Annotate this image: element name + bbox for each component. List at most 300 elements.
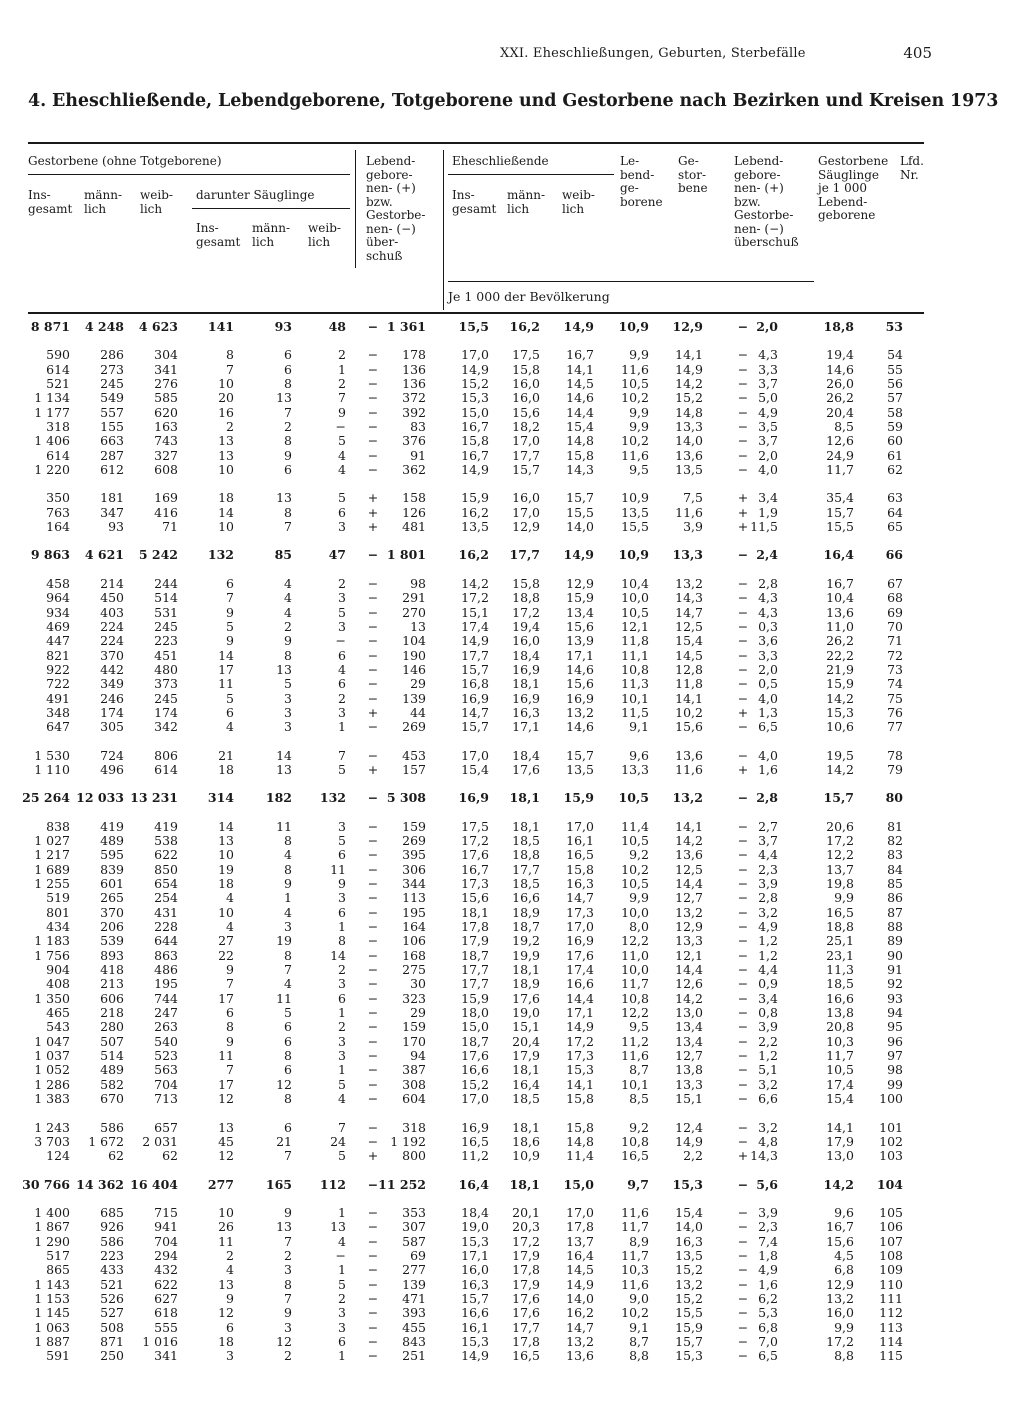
balance-value: 139	[402, 690, 426, 706]
saeuglinge-weiblich: 4	[338, 661, 346, 677]
balance-rate-value: 0,5	[758, 676, 778, 692]
header-gestorbene-group: Gestorbene (ohne Totgeborene)	[28, 154, 222, 168]
balance-rate-value: 2,8	[758, 575, 778, 591]
header-darunter-saeuglinge: darunter Säuglinge	[196, 188, 315, 202]
infant-mortality-rate: 11,7	[826, 462, 854, 478]
row-number: 107	[879, 1233, 903, 1249]
saeuglinge-insgesamt: 11	[218, 1233, 234, 1249]
gestorbene-maennlich: 418	[100, 962, 124, 978]
eheschliessende-maennlich: 18,4	[512, 747, 540, 763]
saeuglinge-weiblich: −	[335, 419, 346, 435]
balance-sign: −	[367, 633, 379, 649]
gestorbene-weiblich: 1 016	[142, 1333, 178, 1349]
balance-sign: −	[367, 1091, 379, 1107]
table-row	[28, 1063, 928, 1077]
balance-sign: −	[367, 1133, 379, 1149]
eheschliessende-insgesamt: 17,7	[461, 976, 489, 992]
saeuglinge-insgesamt: 6	[226, 704, 234, 720]
infant-mortality-rate: 11,3	[826, 962, 854, 978]
balance-rate-value: 2,3	[758, 861, 778, 877]
gestorbene-maennlich: 62	[108, 1148, 124, 1164]
saeuglinge-maennlich: 6	[284, 462, 292, 478]
eheschliessende-insgesamt: 15,7	[461, 661, 489, 677]
infant-mortality-rate: 16,0	[826, 1305, 854, 1321]
lebendgeborene-rate: 9,1	[629, 719, 649, 735]
saeuglinge-weiblich: 3	[338, 1319, 346, 1335]
gestorbene-rate: 11,6	[675, 504, 703, 520]
eheschliessende-weiblich: 17,3	[566, 1048, 594, 1064]
lebendgeborene-rate: 10,8	[621, 661, 649, 677]
saeuglinge-weiblich: 3	[338, 1033, 346, 1049]
saeuglinge-maennlich: 11	[276, 818, 292, 834]
gestorbene-maennlich: 489	[100, 1062, 124, 1078]
gestorbene-insgesamt: 458	[46, 575, 70, 591]
saeuglinge-weiblich: 2	[338, 1290, 346, 1306]
gestorbene-weiblich: 563	[154, 1062, 178, 1078]
gestorbene-insgesamt: 1 153	[34, 1290, 70, 1306]
gestorbene-rate: 12,5	[675, 618, 703, 634]
balance-rate-value: 1,2	[758, 933, 778, 949]
balance-value: 5 308	[386, 790, 426, 806]
saeuglinge-weiblich: 9	[338, 404, 346, 420]
gestorbene-rate: 12,1	[675, 947, 703, 963]
saeuglinge-maennlich: 4	[284, 575, 292, 591]
saeuglinge-weiblich: 2	[338, 575, 346, 591]
header-s-maennlich: männ- lich	[252, 221, 291, 249]
gestorbene-maennlich: 347	[100, 504, 124, 520]
balance-sign: −	[367, 818, 379, 834]
table-row	[28, 1321, 928, 1335]
gestorbene-maennlich: 224	[100, 618, 124, 634]
row-number: 67	[887, 575, 903, 591]
row-number: 86	[887, 890, 903, 906]
infant-mortality-rate: 10,3	[826, 1033, 854, 1049]
balance-rate-value: 3,2	[758, 1076, 778, 1092]
gestorbene-rate: 12,9	[672, 319, 703, 334]
balance-sign: −	[367, 404, 379, 420]
balance-value: 1 801	[386, 547, 426, 563]
row-number: 83	[887, 847, 903, 863]
eheschliessende-maennlich: 16,0	[512, 390, 540, 406]
saeuglinge-maennlich: 6	[284, 1033, 292, 1049]
lebendgeborene-rate: 11,7	[621, 976, 649, 992]
gestorbene-insgesamt: 1 063	[34, 1319, 70, 1335]
saeuglinge-weiblich: 6	[338, 904, 346, 920]
gestorbene-insgesamt: 521	[46, 376, 70, 392]
eheschliessende-maennlich: 17,6	[512, 1290, 540, 1306]
saeuglinge-insgesamt: 18	[218, 1333, 234, 1349]
infant-mortality-rate: 12,9	[826, 1276, 854, 1292]
gestorbene-weiblich: 174	[154, 704, 178, 720]
gestorbene-maennlich: 181	[100, 490, 124, 506]
row-number: 78	[887, 747, 903, 763]
eheschliessende-insgesamt: 18,0	[461, 1005, 489, 1021]
saeuglinge-maennlich: 8	[284, 433, 292, 449]
table-row	[28, 934, 928, 948]
eheschliessende-maennlich: 16,9	[512, 661, 540, 677]
row-number: 54	[887, 347, 903, 363]
eheschliessende-insgesamt: 16,9	[461, 690, 489, 706]
row-number: 66	[885, 547, 903, 563]
gestorbene-insgesamt: 9 863	[30, 547, 70, 563]
lebendgeborene-rate: 10,8	[621, 990, 649, 1006]
infant-mortality-rate: 16,4	[823, 547, 854, 563]
table-row	[28, 1049, 928, 1063]
balance-sign: −	[367, 1290, 379, 1306]
saeuglinge-maennlich: 4	[284, 976, 292, 992]
gestorbene-maennlich: 601	[100, 876, 124, 891]
eheschliessende-weiblich: 15,8	[566, 1119, 594, 1135]
gestorbene-rate: 13,3	[675, 419, 703, 435]
eheschliessende-insgesamt: 14,9	[461, 1348, 489, 1364]
balance-rate-sign: −	[737, 690, 749, 706]
saeuglinge-weiblich: 5	[338, 761, 346, 777]
saeuglinge-insgesamt: 26	[218, 1219, 234, 1235]
eheschliessende-maennlich: 19,4	[512, 618, 540, 634]
infant-mortality-rate: 25,1	[826, 933, 854, 949]
table-row	[28, 406, 928, 420]
balance-sign: −	[367, 676, 379, 692]
saeuglinge-maennlich: 21	[276, 1133, 292, 1149]
lebendgeborene-rate: 11,4	[621, 818, 649, 834]
saeuglinge-maennlich: 8	[284, 861, 292, 877]
row-number: 56	[887, 376, 903, 392]
balance-value: 291	[402, 590, 426, 606]
eheschliessende-insgesamt: 15,8	[461, 433, 489, 449]
balance-sign: −	[367, 861, 379, 877]
saeuglinge-insgesamt: 18	[218, 876, 234, 891]
balance-rate-sign: −	[737, 1176, 749, 1192]
saeuglinge-weiblich: 5	[338, 1076, 346, 1092]
gestorbene-rate: 15,6	[675, 719, 703, 735]
row-number: 89	[887, 933, 903, 949]
gestorbene-weiblich: 806	[154, 747, 178, 763]
saeuglinge-insgesamt: 4	[226, 719, 234, 735]
gestorbene-weiblich: 341	[154, 361, 178, 377]
table-row	[28, 891, 928, 905]
balance-rate-sign: −	[737, 1048, 749, 1064]
saeuglinge-insgesamt: 10	[218, 847, 234, 863]
saeuglinge-insgesamt: 13	[218, 447, 234, 463]
gestorbene-weiblich: 555	[154, 1319, 178, 1335]
gestorbene-maennlich: 606	[100, 990, 124, 1006]
row-number: 101	[879, 1119, 903, 1135]
gestorbene-insgesamt: 519	[46, 890, 70, 906]
balance-rate-value: 3,2	[758, 1119, 778, 1135]
eheschliessende-insgesamt: 16,3	[461, 1276, 489, 1292]
table-row	[28, 420, 928, 434]
saeuglinge-insgesamt: 17	[218, 990, 234, 1006]
balance-value: 159	[402, 1019, 426, 1035]
infant-mortality-rate: 12,6	[826, 433, 854, 449]
gestorbene-weiblich: 327	[154, 447, 178, 463]
balance-sign: −	[367, 1305, 379, 1321]
gestorbene-rate: 15,9	[675, 1319, 703, 1335]
gestorbene-insgesamt: 465	[46, 1005, 70, 1021]
gestorbene-rate: 13,6	[675, 747, 703, 763]
balance-rate-sign: −	[737, 976, 749, 992]
balance-value: 481	[402, 519, 426, 535]
table-row	[28, 677, 928, 691]
balance-rate-value: 6,2	[758, 1290, 778, 1306]
eheschliessende-maennlich: 18,5	[512, 876, 540, 891]
eheschliessende-weiblich: 13,5	[566, 761, 594, 777]
row-number: 90	[887, 947, 903, 963]
gestorbene-maennlich: 433	[100, 1262, 124, 1278]
lebendgeborene-rate: 10,5	[621, 376, 649, 392]
gestorbene-maennlich: 280	[100, 1019, 124, 1035]
saeuglinge-maennlich: 5	[284, 1005, 292, 1021]
row-number: 62	[887, 462, 903, 478]
lebendgeborene-rate: 10,3	[621, 1262, 649, 1278]
gestorbene-maennlich: 839	[100, 861, 124, 877]
eheschliessende-weiblich: 14,1	[566, 1076, 594, 1092]
balance-rate-sign: −	[737, 1262, 749, 1278]
row-number: 91	[887, 962, 903, 978]
lebendgeborene-rate: 8,7	[629, 1333, 649, 1349]
balance-sign: −	[367, 419, 379, 435]
balance-rate-sign: −	[737, 818, 749, 834]
row-number: 81	[887, 818, 903, 834]
gestorbene-rate: 15,2	[675, 390, 703, 406]
header-gestorbene-rule	[28, 174, 350, 175]
gestorbene-maennlich: 871	[100, 1333, 124, 1349]
balance-rate-sign: −	[737, 832, 749, 848]
saeuglinge-insgesamt: 6	[226, 575, 234, 591]
saeuglinge-maennlich: 8	[284, 1276, 292, 1292]
eheschliessende-maennlich: 15,8	[512, 575, 540, 591]
gestorbene-insgesamt: 1 047	[34, 1033, 70, 1049]
header-gestorbene: Ge- stor- bene	[678, 154, 708, 195]
balance-rate-value: 4,9	[758, 919, 778, 935]
gestorbene-weiblich: 531	[154, 604, 178, 620]
balance-value: 195	[402, 904, 426, 920]
saeuglinge-maennlich: 3	[284, 1319, 292, 1335]
eheschliessende-weiblich: 16,7	[566, 347, 594, 363]
infant-mortality-rate: 16,6	[826, 990, 854, 1006]
balance-rate-sign: +	[737, 761, 749, 777]
eheschliessende-weiblich: 14,1	[566, 361, 594, 377]
saeuglinge-insgesamt: 9	[226, 633, 234, 649]
balance-value: 372	[402, 390, 426, 406]
saeuglinge-maennlich: 7	[284, 962, 292, 978]
balance-rate-value: 1,9	[758, 504, 778, 520]
eheschliessende-maennlich: 17,6	[512, 761, 540, 777]
balance-rate-sign: −	[737, 376, 749, 392]
gestorbene-rate: 13,5	[675, 462, 703, 478]
saeuglinge-maennlich: 4	[284, 847, 292, 863]
header-s-insgesamt: Ins- gesamt	[196, 221, 241, 249]
gestorbene-rate: 2,2	[683, 1148, 703, 1164]
saeuglinge-maennlich: 9	[284, 633, 292, 649]
infant-mortality-rate: 14,2	[826, 690, 854, 706]
infant-mortality-rate: 13,7	[826, 861, 854, 877]
balance-sign: −	[367, 933, 379, 949]
gestorbene-weiblich: 4 623	[138, 319, 178, 334]
lebendgeborene-rate: 10,2	[621, 861, 649, 877]
gestorbene-rate: 12,7	[675, 890, 703, 906]
gestorbene-maennlich: 349	[100, 676, 124, 692]
saeuglinge-insgesamt: 5	[226, 690, 234, 706]
eheschliessende-insgesamt: 16,8	[461, 676, 489, 692]
row-number: 115	[879, 1348, 903, 1364]
balance-rate-value: 2,8	[756, 790, 778, 806]
eheschliessende-insgesamt: 15,7	[461, 1290, 489, 1306]
gestorbene-rate: 13,3	[675, 1076, 703, 1092]
balance-rate-sign: −	[737, 390, 749, 406]
eheschliessende-weiblich: 14,0	[566, 519, 594, 535]
row-number: 103	[879, 1148, 903, 1164]
gestorbene-insgesamt: 30 766	[22, 1176, 70, 1192]
gestorbene-rate: 13,2	[675, 904, 703, 920]
row-number: 70	[887, 618, 903, 634]
row-number: 88	[887, 919, 903, 935]
eheschliessende-insgesamt: 17,0	[461, 1091, 489, 1107]
infant-mortality-rate: 8,8	[834, 1348, 854, 1364]
row-number: 80	[885, 790, 903, 806]
table-row	[28, 620, 928, 634]
table-row	[28, 848, 928, 862]
table-row	[28, 963, 928, 977]
lebendgeborene-rate: 8,7	[629, 1062, 649, 1078]
row-number: 65	[887, 519, 903, 535]
gestorbene-insgesamt: 1 134	[34, 390, 70, 406]
gestorbene-maennlich: 586	[100, 1233, 124, 1249]
gestorbene-rate: 14,5	[675, 647, 703, 663]
eheschliessende-maennlich: 18,1	[509, 1176, 540, 1192]
lebendgeborene-rate: 10,5	[621, 832, 649, 848]
balance-rate-value: 3,7	[758, 376, 778, 392]
saeuglinge-maennlich: 85	[274, 547, 292, 563]
table-row	[28, 877, 928, 891]
balance-sign: −	[367, 890, 379, 906]
gestorbene-rate: 12,8	[675, 661, 703, 677]
table-row	[28, 1078, 928, 1092]
balance-rate-sign: −	[737, 661, 749, 677]
balance-rate-value: 3,7	[758, 832, 778, 848]
saeuglinge-weiblich: 132	[319, 790, 346, 806]
eheschliessende-maennlich: 17,9	[512, 1048, 540, 1064]
gestorbene-insgesamt: 1 756	[34, 947, 70, 963]
gestorbene-maennlich: 370	[100, 647, 124, 663]
infant-mortality-rate: 22,2	[826, 647, 854, 663]
saeuglinge-maennlich: 3	[284, 690, 292, 706]
balance-sign: −	[367, 390, 379, 406]
saeuglinge-weiblich: 2	[338, 690, 346, 706]
eheschliessende-maennlich: 18,8	[512, 590, 540, 606]
saeuglinge-weiblich: 7	[338, 1119, 346, 1135]
eheschliessende-weiblich: 13,4	[566, 604, 594, 620]
balance-rate-value: 0,8	[758, 1005, 778, 1021]
gestorbene-weiblich: 523	[154, 1048, 178, 1064]
saeuglinge-maennlich: 7	[284, 404, 292, 420]
saeuglinge-maennlich: 6	[284, 1019, 292, 1035]
gestorbene-insgesamt: 1 400	[34, 1204, 70, 1220]
saeuglinge-weiblich: 1	[338, 1348, 346, 1364]
gestorbene-weiblich: 71	[162, 519, 178, 535]
eheschliessende-maennlich: 16,9	[512, 690, 540, 706]
lebendgeborene-rate: 11,6	[621, 447, 649, 463]
eheschliessende-maennlich: 18,5	[512, 832, 540, 848]
balance-sign: −	[367, 1048, 379, 1064]
gestorbene-rate: 16,3	[675, 1233, 703, 1249]
balance-rate-sign: −	[737, 947, 749, 963]
header-eheschliessende-rule	[448, 174, 614, 175]
gestorbene-insgesamt: 350	[46, 490, 70, 506]
balance-rate-value: 2,0	[758, 661, 778, 677]
eheschliessende-weiblich: 15,9	[566, 590, 594, 606]
eheschliessende-insgesamt: 16,7	[461, 861, 489, 877]
balance-sign: −	[367, 904, 379, 920]
gestorbene-weiblich: 5 242	[138, 547, 178, 563]
saeuglinge-weiblich: 3	[338, 976, 346, 992]
gestorbene-insgesamt: 408	[46, 976, 70, 992]
eheschliessende-weiblich: 15,6	[566, 618, 594, 634]
table-row	[28, 920, 928, 934]
saeuglinge-weiblich: 6	[338, 504, 346, 520]
saeuglinge-weiblich: 1	[338, 1262, 346, 1278]
balance-value: 98	[410, 575, 426, 591]
balance-value: 136	[402, 361, 426, 377]
eheschliessende-weiblich: 15,9	[563, 790, 594, 806]
eheschliessende-maennlich: 16,0	[512, 633, 540, 649]
balance-value: 323	[402, 990, 426, 1006]
eheschliessende-maennlich: 18,5	[512, 1091, 540, 1107]
balance-rate-sign: −	[737, 962, 749, 978]
gestorbene-insgesamt: 614	[46, 447, 70, 463]
saeuglinge-insgesamt: 10	[218, 519, 234, 535]
saeuglinge-weiblich: 5	[338, 832, 346, 848]
gestorbene-insgesamt: 434	[46, 919, 70, 935]
balance-rate-sign: −	[737, 876, 749, 891]
gestorbene-weiblich: 163	[154, 419, 178, 435]
saeuglinge-weiblich: −	[335, 633, 346, 649]
saeuglinge-weiblich: 5	[338, 490, 346, 506]
balance-sign: −	[367, 947, 379, 963]
header-maennlich: männ- lich	[84, 188, 123, 216]
balance-sign: −	[367, 976, 379, 992]
eheschliessende-weiblich: 13,2	[566, 704, 594, 720]
gestorbene-weiblich: 744	[154, 990, 178, 1006]
gestorbene-weiblich: 451	[154, 647, 178, 663]
lebendgeborene-rate: 10,2	[621, 390, 649, 406]
header-divider-1	[355, 150, 356, 268]
eheschliessende-maennlich: 16,0	[512, 490, 540, 506]
saeuglinge-insgesamt: 314	[207, 790, 234, 806]
gestorbene-rate: 15,3	[675, 1348, 703, 1364]
balance-sign: −	[367, 1319, 379, 1335]
lebendgeborene-rate: 10,1	[621, 1076, 649, 1092]
eheschliessende-maennlich: 16,6	[512, 890, 540, 906]
header-weiblich: weib- lich	[140, 188, 173, 216]
lebendgeborene-rate: 10,5	[621, 876, 649, 891]
gestorbene-maennlich: 224	[100, 633, 124, 649]
eheschliessende-insgesamt: 15,9	[461, 990, 489, 1006]
balance-value: 94	[410, 1048, 426, 1064]
eheschliessende-insgesamt: 14,9	[461, 633, 489, 649]
balance-rate-value: 3,4	[758, 990, 778, 1006]
row-number: 69	[887, 604, 903, 620]
gestorbene-rate: 3,9	[683, 519, 703, 535]
balance-rate-value: 3,5	[758, 419, 778, 435]
gestorbene-weiblich: 244	[154, 575, 178, 591]
eheschliessende-weiblich: 16,9	[566, 933, 594, 949]
table-row	[28, 1135, 928, 1149]
eheschliessende-weiblich: 14,7	[566, 1319, 594, 1335]
infant-mortality-rate: 18,8	[826, 919, 854, 935]
eheschliessende-maennlich: 18,8	[512, 847, 540, 863]
eheschliessende-insgesamt: 14,2	[461, 575, 489, 591]
